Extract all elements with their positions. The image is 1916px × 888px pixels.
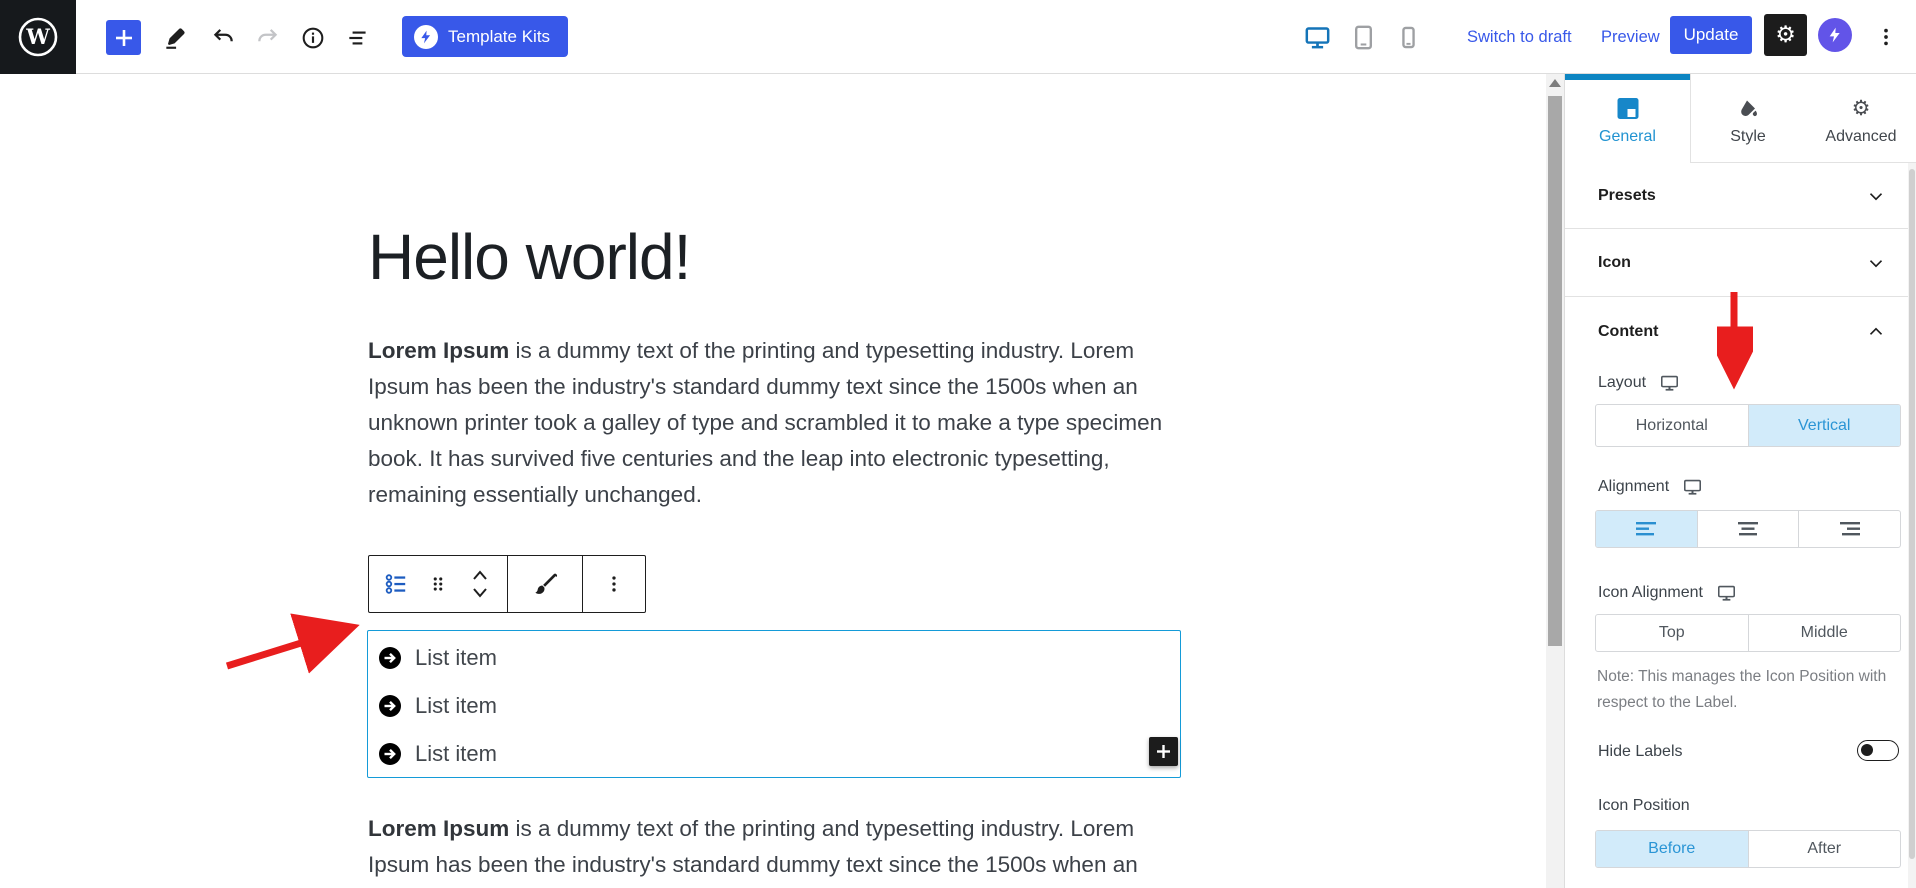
add-list-item-button[interactable]: [1149, 737, 1178, 766]
block-inserter-button[interactable]: [106, 20, 141, 55]
block-toolbar: [368, 555, 646, 613]
align-left-icon: [1634, 520, 1658, 538]
section-content-label: Content: [1598, 323, 1659, 340]
list-item-label[interactable]: List item: [415, 645, 497, 670]
paragraph-line: Ipsum has been the industry's standard dummy text since the 1500s when an: [368, 374, 1138, 399]
section-icon[interactable]: [1565, 229, 1909, 297]
template-kits-label: Template Kits: [448, 26, 551, 46]
plus-icon: [1155, 743, 1172, 760]
style-tab-icon: [1736, 98, 1760, 127]
preview-tablet-button[interactable]: [1349, 23, 1377, 51]
icon-alignment-label-row: [1598, 584, 1736, 602]
paragraph-text: is a dummy text of the printing and typesetting industry. Lorem: [509, 338, 1135, 363]
paragraph-block[interactable]: [368, 811, 1138, 883]
list-item[interactable]: [378, 682, 1180, 730]
list-item[interactable]: [378, 634, 1180, 682]
list-item-label[interactable]: List item: [415, 741, 497, 766]
preview-link[interactable]: Preview: [1601, 28, 1660, 46]
annotation-arrow-list-block: [215, 608, 375, 678]
section-presets-label: Presets: [1598, 187, 1656, 204]
icon-position-before-button[interactable]: Before: [1596, 831, 1748, 867]
icon-list-block-selected[interactable]: [367, 630, 1181, 778]
paragraph-text: is a dummy text of the printing and typesetting industry. Lorem: [509, 816, 1135, 841]
section-presets[interactable]: [1565, 163, 1909, 229]
tab-advanced[interactable]: [1805, 74, 1916, 163]
paint-bucket-icon: [1736, 98, 1760, 122]
info-icon: [300, 25, 326, 51]
icon-position-after-button[interactable]: After: [1748, 831, 1901, 867]
block-toolbar-group: [583, 556, 645, 612]
plugin-bolt-badge: [414, 25, 438, 49]
chevron-down-icon: [1865, 185, 1887, 207]
paragraph-line: [368, 333, 1162, 369]
plus-icon: [113, 27, 135, 49]
chevron-up-icon: [1865, 321, 1887, 343]
list-item-label[interactable]: List item: [415, 693, 497, 718]
mobile-icon: [1395, 24, 1422, 51]
wordpress-logo-icon: [16, 15, 60, 59]
desktop-icon: [1304, 24, 1331, 51]
paragraph-line: remaining essentially unchanged.: [368, 482, 702, 507]
circle-arrow-icon: [378, 646, 402, 670]
drag-handle-icon: [427, 572, 449, 596]
editor-top-bar: [0, 0, 1916, 74]
kebab-menu-icon: [1875, 25, 1897, 49]
paragraph-lead-bold: Lorem Ipsum: [368, 338, 510, 363]
settings-gear-button[interactable]: [1764, 14, 1807, 56]
scrollbar-thumb[interactable]: [1548, 96, 1562, 646]
section-icon-label: Icon: [1598, 254, 1631, 271]
scrollbar-thumb[interactable]: [1909, 169, 1915, 859]
icon-position-label: Icon Position: [1598, 797, 1690, 814]
alignment-label-row: [1598, 478, 1702, 496]
tab-style-label: Style: [1730, 128, 1766, 145]
paragraph-lead-bold: Lorem Ipsum: [368, 816, 510, 841]
plugin-panel-button[interactable]: [1818, 18, 1852, 52]
icon-align-middle-button[interactable]: Middle: [1748, 615, 1901, 651]
advanced-tab-icon: ⚙: [1851, 96, 1871, 120]
layout-option-vertical[interactable]: Vertical: [1748, 405, 1901, 446]
responsive-desktop-icon[interactable]: [1717, 585, 1736, 602]
hide-labels-label: Hide Labels: [1598, 743, 1683, 760]
alignment-label: Alignment: [1598, 478, 1670, 495]
switch-to-draft-link[interactable]: Switch to draft: [1467, 28, 1572, 46]
preview-mobile-button[interactable]: [1394, 23, 1422, 51]
responsive-desktop-icon[interactable]: [1660, 375, 1679, 392]
drag-handle[interactable]: [423, 567, 453, 601]
icon-position-note: Note: This manages the Icon Position with respect to the Label.: [1597, 668, 1887, 711]
paragraph-line: unknown printer took a galley of type and scrambled it to make a type specimen: [368, 410, 1163, 435]
block-options-button[interactable]: [599, 567, 629, 601]
circle-arrow-icon: [378, 694, 402, 718]
quick-style-brush-button[interactable]: [530, 567, 560, 601]
pencil-icon: [162, 25, 188, 51]
template-kits-button[interactable]: [402, 16, 568, 57]
undo-icon: [210, 25, 236, 51]
editor-scrollbar[interactable]: [1546, 74, 1564, 888]
list-view-icon: [345, 25, 371, 51]
paragraph-block[interactable]: [368, 333, 1162, 513]
editor-canvas: [0, 74, 1546, 888]
paragraph-line: book. It has survived five centuries and the leap into electronic typesetting,: [368, 446, 1110, 471]
circle-arrow-icon: [378, 742, 402, 766]
icon-position-segmented-control: [1595, 830, 1901, 868]
tab-general[interactable]: [1565, 74, 1690, 163]
align-right-icon: [1838, 520, 1862, 538]
block-mover-buttons[interactable]: [465, 567, 495, 601]
icon-alignment-segmented-control: [1595, 614, 1901, 652]
bolt-icon: [419, 30, 433, 44]
responsive-desktop-icon[interactable]: [1683, 479, 1702, 496]
preview-desktop-button[interactable]: [1303, 23, 1331, 51]
section-content[interactable]: [1565, 297, 1909, 355]
block-toolbar-group: [507, 556, 583, 612]
icon-align-top-button[interactable]: Top: [1658, 624, 1685, 641]
tablet-icon: [1350, 24, 1377, 51]
list-item[interactable]: [378, 730, 1180, 778]
details-info-button[interactable]: [298, 24, 328, 52]
scrollbar-up-arrow[interactable]: [1549, 79, 1561, 87]
general-tab-icon: [1617, 98, 1638, 119]
align-right-button[interactable]: [1798, 511, 1900, 547]
chevron-down-icon: [1865, 252, 1887, 274]
icon-list-block-type-button[interactable]: [381, 567, 411, 601]
toggle-knob: [1861, 744, 1873, 756]
align-left-button[interactable]: [1596, 511, 1697, 547]
paragraph-line: [368, 811, 1138, 847]
tab-style[interactable]: [1690, 74, 1805, 163]
active-tab-indicator: [1565, 74, 1690, 80]
layout-segmented-control: [1595, 404, 1901, 447]
paintbrush-icon: [532, 571, 559, 598]
icon-list-block-icon: [383, 571, 409, 597]
kebab-menu-icon: [603, 572, 625, 596]
options-menu-button[interactable]: [1872, 22, 1900, 52]
svg-text:W: W: [26, 24, 50, 49]
hide-labels-toggle[interactable]: [1857, 740, 1899, 761]
icon-alignment-label: Icon Alignment: [1598, 584, 1703, 601]
tab-advanced-label: Advanced: [1825, 128, 1897, 145]
redo-button[interactable]: [253, 24, 283, 52]
wordpress-logo[interactable]: [0, 0, 76, 74]
tab-general-label: General: [1599, 128, 1656, 145]
align-center-icon: [1736, 520, 1760, 538]
gear-icon: ⚙: [1775, 21, 1796, 48]
update-button-label: Update: [1683, 25, 1739, 44]
layout-label: Layout: [1598, 374, 1647, 391]
redo-icon: [255, 25, 281, 51]
alignment-segmented-control: [1595, 510, 1901, 548]
block-toolbar-group: [369, 556, 507, 612]
sidebar-scrollbar[interactable]: [1908, 163, 1916, 888]
list-view-button[interactable]: [343, 24, 373, 52]
block-settings-sidebar: [1564, 74, 1916, 888]
paragraph-line: Ipsum has been the industry's standard dummy text since the 1500s when an: [368, 852, 1138, 877]
align-center-button[interactable]: [1697, 511, 1799, 547]
bolt-icon: [1827, 27, 1843, 43]
move-up-down-icon: [468, 567, 492, 601]
edit-tool-button[interactable]: [160, 24, 190, 52]
post-title-heading[interactable]: Hello world!: [368, 221, 691, 293]
layout-label-row: [1598, 374, 1679, 392]
update-button[interactable]: [1670, 16, 1752, 54]
layout-option-horizontal[interactable]: Horizontal: [1635, 416, 1708, 434]
undo-button[interactable]: [208, 24, 238, 52]
